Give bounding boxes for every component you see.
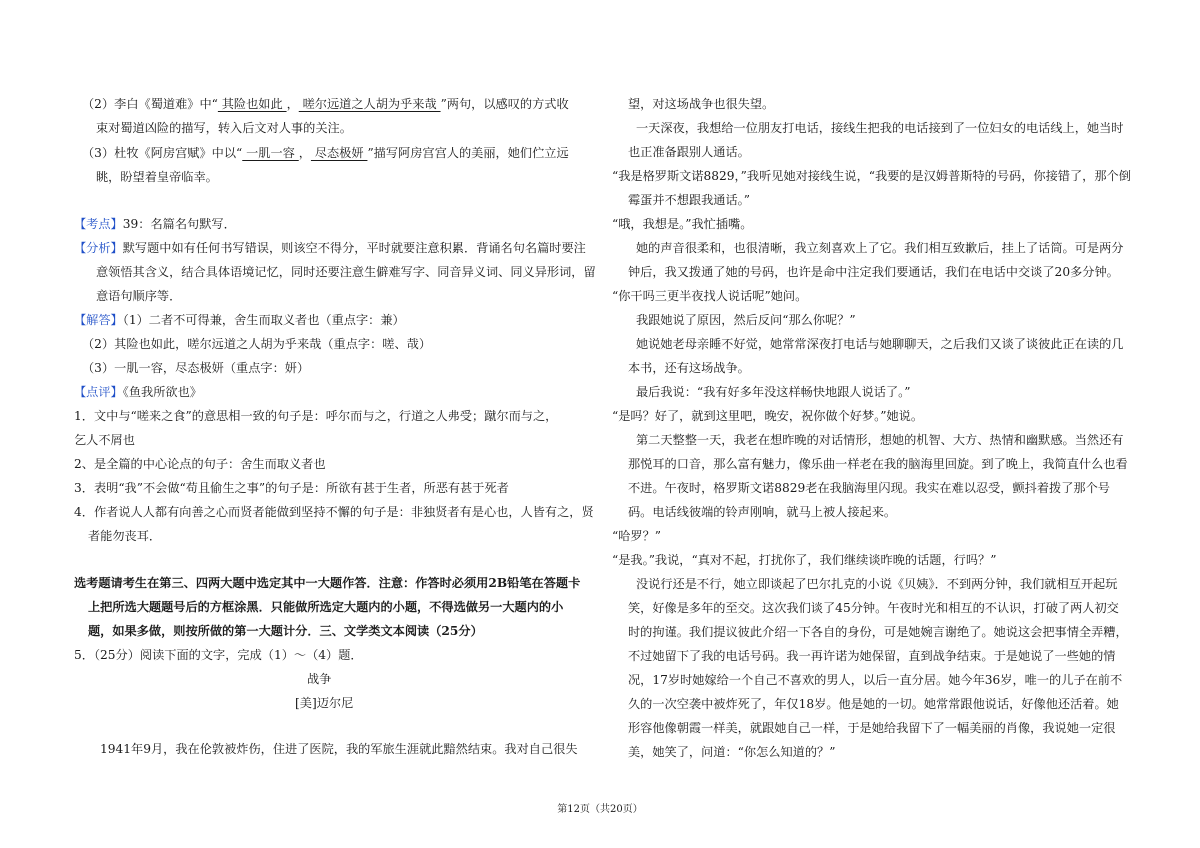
jieda-line-2: （2）其险也如此，嗟尔远道之人胡为乎来哉（重点字：嗟、哉） bbox=[82, 337, 432, 351]
fenxi-line-3: 意语句顺序等． bbox=[96, 289, 182, 303]
notice-line-1: 选考题请考生在第三、四两大题中选定其中一大题作答．注意：作答时必须用2B铅笔在答题卡 bbox=[74, 576, 581, 590]
text-line: 那悦耳的口音，那么富有魅力，像乐曲一样老在我的脑海里回旋。到了晚上，我简直什么也看 bbox=[628, 457, 1128, 471]
text-line: 不过她留下了我的电话号码。我一再许诺为她保留，直到战争结束。于是她说了一些她的情 bbox=[628, 649, 1116, 663]
text-line: 况，17岁时她嫁给一个自己不喜欢的男人，以后一直分居。她今年36岁，唯一的儿子在前不 bbox=[628, 673, 1123, 687]
text-line: “我是格罗斯文诺8829，”我听见她对接线生说，“我要的是汉姆普斯特的号码，你接错了，那个倒 bbox=[612, 169, 1131, 183]
q2-continuation: 束对蜀道凶险的描写，转入后文对人事的关注。 bbox=[96, 121, 352, 135]
text-line: 美，她笑了，问道：“你怎么知道的？” bbox=[628, 745, 836, 759]
kaodian-tag: 【考点】 bbox=[74, 217, 123, 231]
jieda-line-1: 【解答】（1）二者不可得兼，舍生而取义者也（重点字：兼） bbox=[74, 313, 405, 327]
story-paragraph-1: 1941年9月，我在伦敦被炸伤，住进了医院，我的军旅生涯就此黯然结束。我对自己很失 bbox=[100, 742, 578, 756]
q3-answer-blank-1: 一肌一容 bbox=[242, 146, 299, 160]
text-line: 我跟她说了原因，然后反问“那么你呢？” bbox=[636, 313, 856, 327]
q3-answer-blank-2: 尽态极妍 bbox=[310, 146, 368, 160]
point-line-2: 乞人不屑也 bbox=[74, 433, 135, 447]
q2-answer-blank-1: 其险也如此 bbox=[217, 97, 287, 111]
text-line: 也正准备跟别人通话。 bbox=[628, 145, 750, 159]
point-line-1: 1．文中与“嗟来之食”的意思相一致的句子是：呼尔而与之，行道之人弗受；蹴尔而与之， bbox=[74, 409, 558, 423]
text-line: 一天深夜，我想给一位朋友打电话，接线生把我的电话接到了一位妇女的电话线上，她当时 bbox=[636, 121, 1124, 135]
point-line-4: 3．表明“我”不会做“苟且偷生之事”的句子是：所欲有甚于生者，所恶有甚于死者 bbox=[74, 481, 509, 495]
fenxi-line-1: 【分析】默写题中如有任何书写错误，则该空不得分，平时就要注意积累．背诵名句名篇时要注 bbox=[74, 241, 586, 255]
notice-line-2: 上把所选大题题号后的方框涂黑．只能做所选定大题内的小题，不得选做另一大题内的小 bbox=[88, 600, 564, 614]
text-line: 形容他像朝霞一样美，就跟她自己一样，于是她给我留下了一幅美丽的肖像，我说她一定很 bbox=[628, 721, 1116, 735]
text-line: 第二天整整一天，我老在想昨晚的对话情形，想她的机智、大方、热情和幽默感。当然还有 bbox=[636, 433, 1124, 447]
text-line: 本书，还有这场战争。 bbox=[628, 361, 750, 375]
text-line: 码。电话线彼端的铃声刚响，就马上被人接起来。 bbox=[628, 505, 897, 519]
text-line: 她说她老母亲睡不好觉，她常常深夜打电话与她聊聊天，之后我们又谈了谈彼此正在读的几 bbox=[636, 337, 1124, 351]
text-line: “是吗？好了，就到这里吧，晚安，祝你做个好梦。”她说。 bbox=[612, 409, 924, 423]
q3-continuation: 眺，盼望着皇帝临幸。 bbox=[96, 170, 218, 184]
notice-line-3: 题，如果多做，则按所做的第一大题计分．三、文学类文本阅读（25分） bbox=[88, 624, 483, 638]
story-title: 战争 bbox=[307, 672, 332, 686]
fenxi-line-2: 意领悟其含义，结合具体语境记忆，同时还要注意生僻难写字、同音异义词、同义异形词，留 bbox=[96, 265, 596, 279]
q2-line: （2）李白《蜀道难》中“ 其险也如此 ， 嗟尔远道之人胡为乎来哉 ”两句，以感叹的方式收 bbox=[82, 97, 569, 111]
text-line: 最后我说：“我有好多年没这样畅快地跟人说话了。” bbox=[636, 385, 911, 399]
dianping-tag: 【点评】 bbox=[74, 385, 123, 399]
q3-line: （3）杜牧《阿房宫赋》中以“ 一肌一容 ， 尽态极妍 ”描写阿房宫宫人的美丽，她们伫立远 bbox=[82, 146, 569, 160]
text-line: 笑，好像是多年的至交。这次我们谈了45分钟。午夜时光和相互的不认识，打破了两人初交 bbox=[628, 601, 1119, 615]
text-line: “是我。”我说，“真对不起，打扰你了，我们继续谈昨晚的话题，行吗？” bbox=[612, 553, 997, 567]
text-line: 不进。午夜时，格罗斯文诺8829老在我脑海里闪现。我实在难以忍受，颤抖着拨了那个号 bbox=[628, 481, 1110, 495]
story-author: [美]迈尔尼 bbox=[295, 696, 354, 710]
point-line-3: 2、是全篇的中心论点的句子：舍生而取义者也 bbox=[74, 457, 326, 471]
point-line-6: 者能勿丧耳． bbox=[88, 529, 162, 543]
text-line: “哦，我想是。”我忙插嘴。 bbox=[612, 217, 753, 231]
text-line: 霉蛋并不想跟我通话。” bbox=[628, 193, 751, 207]
jieda-line-3: （3）一肌一容，尽态极妍（重点字：妍） bbox=[82, 361, 310, 375]
q5-prompt: 5．（25分）阅读下面的文字，完成（1）～（4）题． bbox=[74, 648, 363, 662]
text-line: 没说行还是不行，她立即谈起了巴尔扎克的小说《贝姨》．不到两分钟，我们就相互开起玩 bbox=[636, 577, 1118, 591]
text-line: “你干吗三更半夜找人说话呢”她问。 bbox=[612, 289, 808, 303]
text-line: 久的一次空袭中被炸死了，年仅18岁。他是她的一切。她常常跟他说话，好像他还活着。她 bbox=[628, 697, 1119, 711]
text-line: 她的声音很柔和，也很清晰，我立刻喜欢上了它。我们相互致歉后，挂上了话筒。可是两分 bbox=[636, 241, 1124, 255]
page-number-footer: 第12页（共20页） bbox=[557, 804, 643, 815]
jieda-tag: 【解答】 bbox=[74, 313, 123, 327]
text-line: 时的拘谨。我们提议彼此介绍一下各自的身份，可是她婉言谢绝了。她说这会把事情全弄糟， bbox=[628, 625, 1128, 639]
dianping-line: 【点评】《鱼我所欲也》 bbox=[74, 385, 202, 399]
point-line-5: 4．作者说人人都有向善之心而贤者能做到坚持不懈的句子是：非独贤者有是心也，人皆有之，贤 bbox=[74, 505, 594, 519]
q2-answer-blank-2: 嗟尔远道之人胡为乎来哉 bbox=[298, 97, 441, 111]
text-line: 望，对这场战争也很失望。 bbox=[628, 97, 775, 111]
fenxi-tag: 【分析】 bbox=[74, 241, 123, 255]
kaodian-line: 【考点】39：名篇名句默写． bbox=[74, 217, 236, 231]
text-line: 钟后，我又拨通了她的号码，也许是命中注定我们要通话，我们在电话中交谈了20多分钟。 bbox=[628, 265, 1119, 279]
text-line: “哈罗？” bbox=[612, 529, 662, 543]
